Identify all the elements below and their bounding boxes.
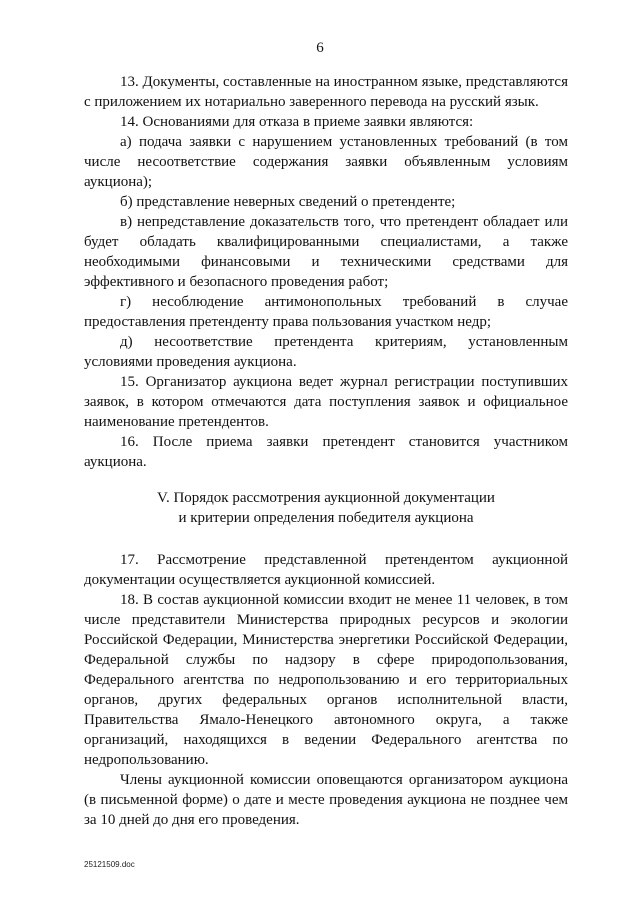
footer-file-name: 25121509.doc — [84, 860, 135, 869]
paragraph-15: 15. Организатор аукциона ведет журнал регистрации поступивших заявок, в котором отмечаются дата поступления заявок и официальное наименование претендентов. — [84, 374, 568, 430]
paragraph-18-members: Члены аукционной комиссии оповещаются организатором аукциона (в письменной форме) о дате и месте проведения аукциона не позднее чем за 10 дней до дня его проведения. — [84, 772, 568, 828]
paragraph-16: 16. После приема заявки претендент становится участником аукциона. — [84, 434, 568, 470]
paragraph-14: 14. Основаниями для отказа в приеме заявки являются: — [120, 114, 474, 130]
section-heading-line-1: V. Порядок рассмотрения аукционной документации — [157, 490, 495, 506]
paragraph-14-b: б) представление неверных сведений о претенденте; — [120, 194, 456, 210]
paragraph-14-d: д) несоответствие претендента критериям, установленным условиями проведения аукциона. — [84, 334, 568, 370]
paragraph-13: 13. Документы, составленные на иностранном языке, представляются с приложением их нотариально заверенного перевода на русский язык. — [84, 74, 568, 110]
page-number: 6 — [316, 40, 324, 56]
section-heading-line-2: и критерии определения победителя аукциона — [178, 510, 474, 526]
paragraph-17: 17. Рассмотрение представленной претендентом аукционной документации осуществляется аукционной комиссией. — [84, 552, 568, 588]
paragraph-14-a: а) подача заявки с нарушением установленных требований (в том числе несоответствие содержания заявки объявленным условиям аукциона); — [84, 134, 568, 190]
section-heading — [84, 488, 568, 528]
paragraph-14-v: в) непредставление доказательств того, что претендент обладает или будет обладать квалифицированными специалистами, а также необходимыми финансовыми и техническими средствами для эффективного и безопасного проведения работ; — [84, 214, 568, 290]
paragraph-14-g: г) несоблюдение антимонопольных требований в случае предоставления претенденту права пользования участком недр; — [84, 294, 568, 330]
document-body — [84, 72, 568, 830]
paragraph-18: 18. В состав аукционной комиссии входит не менее 11 человек, в том числе представители Министерства природных ресурсов и экологии Российской Федерации, Министерства энергетики Российской Федерации, Федеральной службы по надзору в сфере природопользования, Федерального агентства по недропользованию и его территориальных органов, других федеральных органов исполнительной власти, Правительства Ямало-Ненецкого автономного округа, а также организаций, находящихся в ведении Федерального агентства по недропользованию. — [84, 592, 568, 768]
